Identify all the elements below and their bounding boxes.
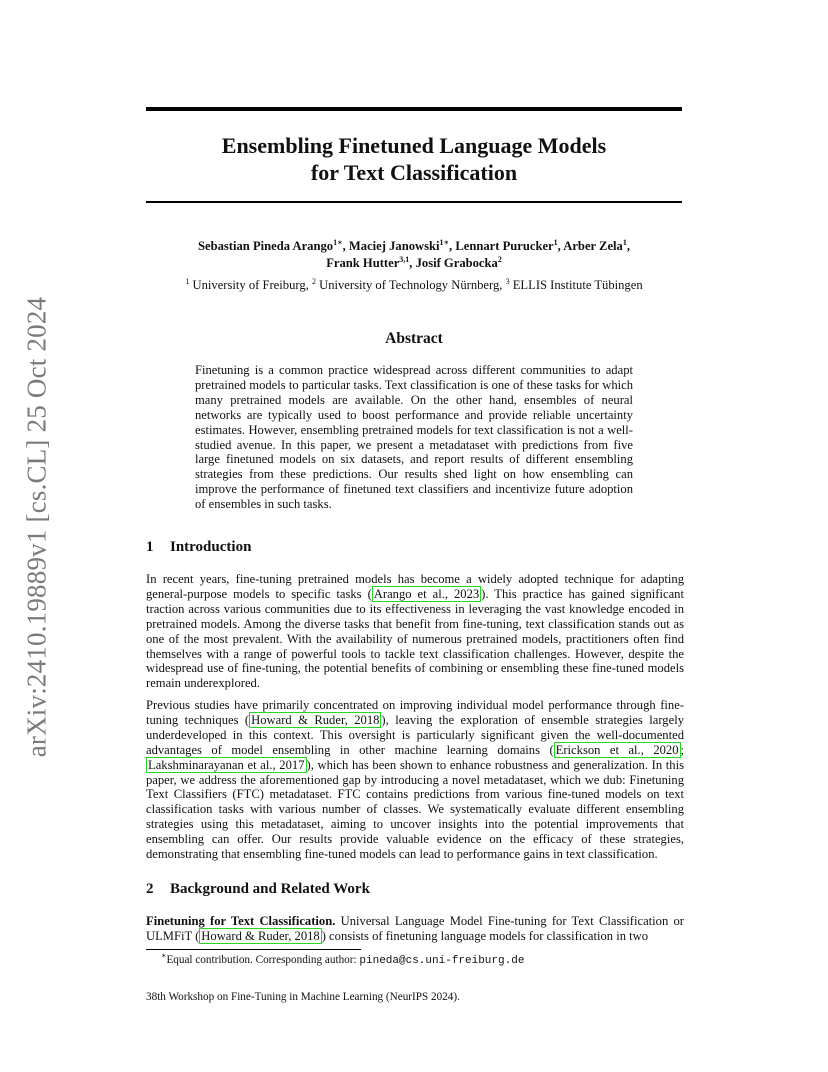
- citation-link[interactable]: Howard & Ruder, 2018: [201, 928, 320, 943]
- arxiv-identifier: arXiv:2410.19889v1 [cs.CL] 25 Oct 2024: [21, 296, 52, 758]
- paragraph-lead: Finetuning for Text Classification.: [146, 914, 336, 928]
- text-run: Universal Language Model Fine-tuning for Text Classification or ULMFiT (: [146, 914, 684, 943]
- author-name: Maciej Janowski: [348, 239, 440, 253]
- footnote-email: pineda@cs.uni-freiburg.de: [359, 955, 525, 967]
- section-heading-background: [146, 881, 370, 898]
- author-affil-mark: 3,1: [399, 255, 410, 264]
- author-name: Josif Grabocka: [415, 256, 498, 270]
- abstract-text: Finetuning is a common practice widespread across different communities to adapt pretrained models to particular tasks. Text classification is one of these tasks for which many pretrained models are available. On the other hand, ensembles of neural networks are typically used to boost performance and provide reliable uncertainty estimates. However, ensembling pretrained models for text classification is not a well-studied avenue. In this paper, we present a metadataset with predictions from five large finetuned models on six datasets, and report results of different ensembling strategies from these predictions. Our results shed light on how ensembling can improve the performance of finetuned text classifiers and incentivize future adoption of ensembles in such tasks.: [195, 363, 633, 512]
- title-line-1: Ensembling Finetuned Language Models: [221, 133, 607, 158]
- section-title: Background and Related Work: [170, 881, 370, 897]
- title-bottom-rule: [146, 201, 682, 203]
- affiliations: $^1$ University of Freiburg, $^2$ University of Technology Nürnberg, $^3$ ELLIS Institute Tübingen: [185, 277, 643, 292]
- text-run: ) consists of finetuning language models for classification in two: [321, 928, 649, 943]
- author-name: Lennart Purucker: [455, 239, 554, 253]
- text-run: ). This practice has gained significant traction across various communities due to its effectiveness in leveraging the vast knowledge encoded in pretrained models. Among the diverse tasks that benefit from fine-tuning, text classification stands out as one of the most prevalent. With the availability of numerous pretrained models, practitioners often find themselves with a range of powerful tools to tackle text classification challenges. However, despite the widespread use of fine-tuning, the potential benefits of combining or ensembling these fine-tuned models remain underexplored.: [146, 586, 684, 691]
- section-heading-introduction: [146, 539, 251, 556]
- author-list: [146, 238, 682, 272]
- affil-name: University of Freiburg: [192, 278, 306, 292]
- footnote-text: Equal contribution. Corresponding author:: [166, 954, 360, 966]
- title-top-rule: [146, 107, 682, 111]
- text-run: ), which has been shown to enhance robustness and generalization. In this paper, we address the aforementioned gap by introducing a novel metadataset, which we dub: Finetuning Text Classifiers (FTC) metadataset. FTC contains predictions from various fine-tuned models on text classification tasks with various number of classes. We systematically evaluate different ensembling strategies using this metadataset, aiming to uncover insights into the potential improvements that ensembling can offer. Our results provide valuable evidence on the efficacy of these strategies, demonstrating that ensembling fine-tuned models can lead to performance gains in text classification.: [146, 757, 685, 862]
- section-title: Introduction: [170, 539, 252, 555]
- affil-mark: 2: [311, 277, 316, 286]
- section-number: 2: [146, 881, 154, 897]
- author-affil-mark: 1∗: [439, 238, 450, 247]
- citation-link[interactable]: Lakshminarayanan et al., 2017: [148, 757, 305, 772]
- author-name: Frank Hutter: [326, 256, 400, 270]
- arxiv-sidebar-stamp: [0, 0, 70, 1072]
- section-number: 1: [146, 539, 154, 555]
- citation-link[interactable]: Howard & Ruder, 2018: [251, 712, 380, 727]
- citation-link[interactable]: Erickson et al., 2020: [555, 742, 679, 757]
- affil-mark: 3: [505, 277, 510, 286]
- text-run: Previous studies have primarily concentrated on improving individual model performance through fine-tuning techniques (: [146, 698, 684, 727]
- author-affil-mark: 1: [553, 238, 558, 247]
- text-run: In recent years, fine-tuning pretrained models has become a widely adopted technique for adapting general-purpose models to specific tasks (: [146, 572, 684, 601]
- venue-note: 38th Workshop on Fine-Tuning in Machine Learning (NeurIPS 2024).: [146, 991, 460, 1003]
- footnote: [161, 951, 525, 967]
- author-line-2: Frank Hutter$^{3,1}$, Josif Grabocka$^2$: [326, 255, 502, 270]
- author-affil-mark: 2: [497, 255, 502, 264]
- author-name: Sebastian Pineda Arango: [198, 239, 334, 253]
- affil-name: ELLIS Institute Tübingen: [512, 278, 643, 292]
- intro-paragraph-1: [146, 572, 684, 691]
- footnote-rule: [146, 949, 361, 950]
- author-affil-mark: 1∗: [333, 238, 343, 247]
- footnote-mark: ∗: [161, 951, 167, 960]
- author-name: Arber Zela: [563, 239, 623, 253]
- title-line-2: for Text Classification: [310, 160, 518, 185]
- background-paragraph-1: [146, 914, 684, 944]
- text-run: ), leaving the exploration of ensemble strategies largely underdeveloped in this context. This oversight is particularly significant given the well-documented advantages of model ensembling in other machine learning domains (: [146, 712, 684, 757]
- text-run: ;: [680, 742, 685, 757]
- citation-link[interactable]: Arango et al., 2023: [373, 586, 480, 601]
- intro-paragraph-2: [146, 698, 684, 862]
- affil-name: University of Technology Nürnberg: [319, 278, 500, 292]
- paper-title: [146, 132, 682, 186]
- author-affil-mark: 1: [622, 238, 627, 247]
- affil-mark: 1: [185, 277, 190, 286]
- author-line-1: Sebastian Pineda Arango$^{1∗}$, Maciej Janowski$^{1∗}$, Lennart Purucker$^1$, Arber Zela$^1$,: [198, 238, 630, 253]
- abstract-heading: Abstract: [385, 330, 443, 347]
